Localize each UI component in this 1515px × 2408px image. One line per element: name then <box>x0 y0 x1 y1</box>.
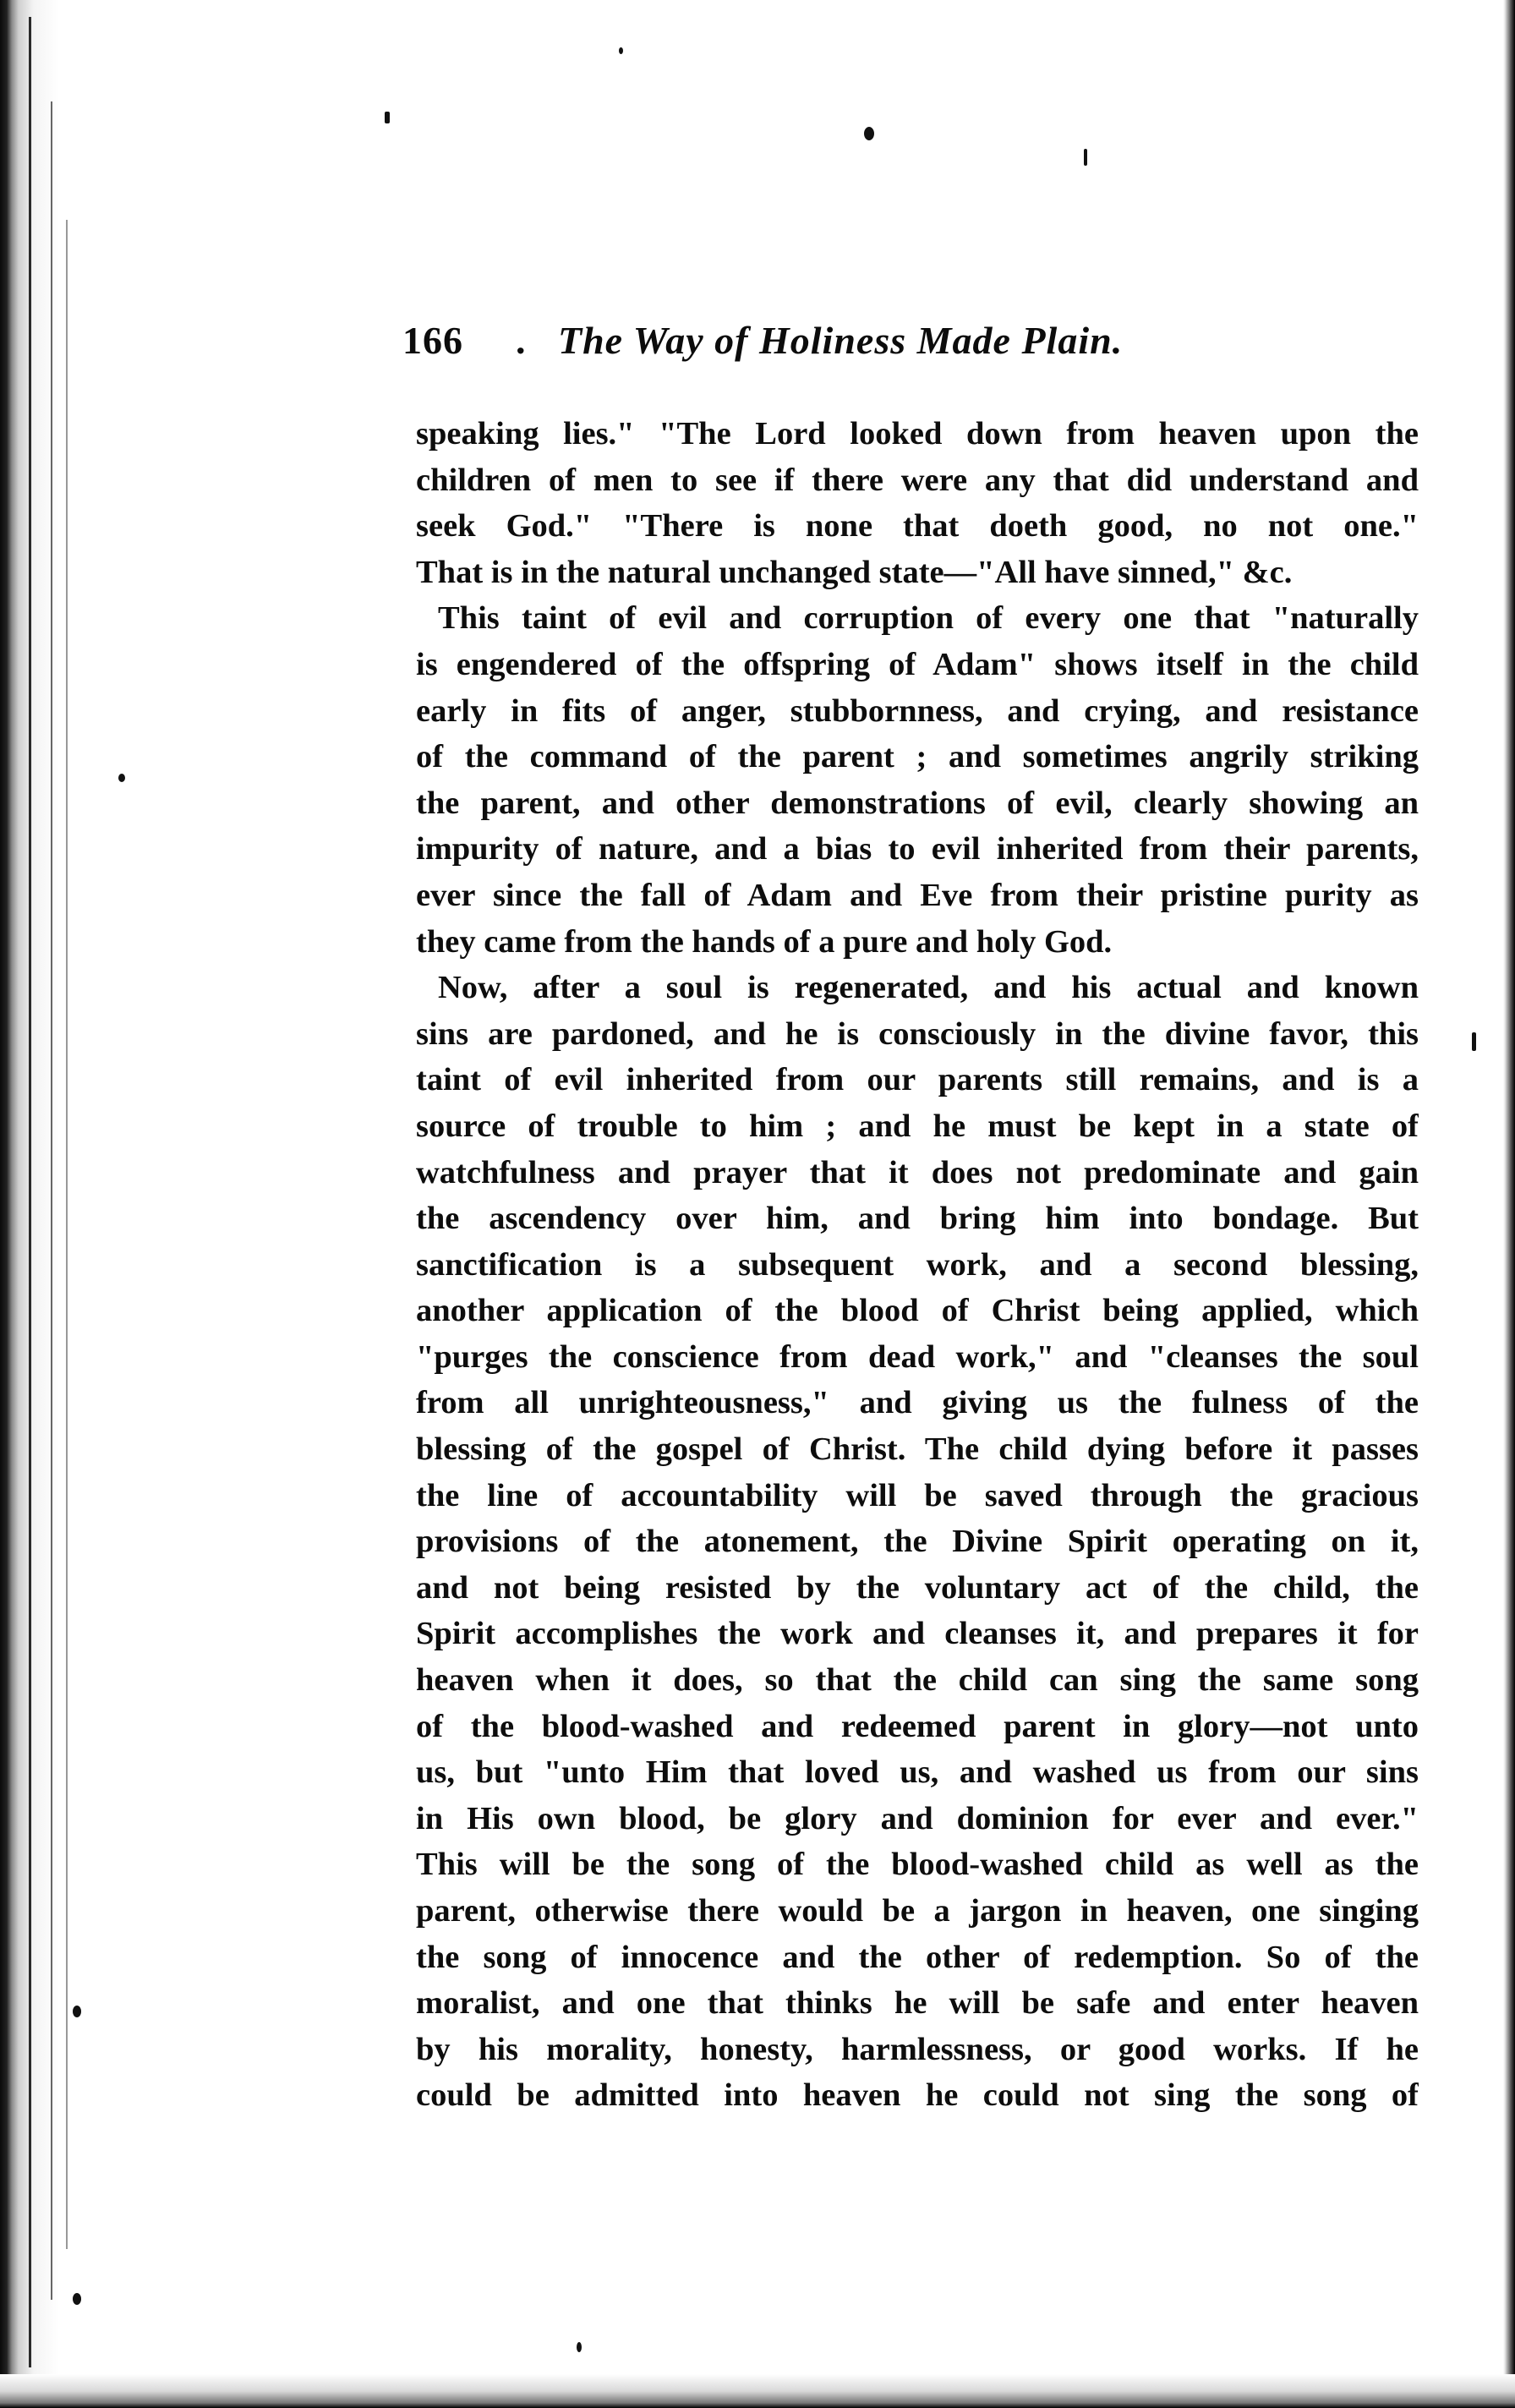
scan-speck <box>73 2006 81 2017</box>
text-line: the ascendency over him, and bring him into bondage. But <box>416 1201 1419 1237</box>
scan-speck <box>619 47 623 54</box>
text-line: seek God." "There is none that doeth good, no not one." <box>416 508 1419 545</box>
text-line: children of men to see if there were any that did understand and <box>416 462 1419 498</box>
scan-speck <box>577 2342 582 2352</box>
scan-speck <box>1472 1032 1476 1051</box>
text-line: blessing of the gospel of Christ. The child dying before it passes <box>416 1431 1419 1468</box>
scan-speck <box>1084 149 1087 166</box>
text-line: speaking lies." "The Lord looked down from heaven upon the <box>416 416 1419 452</box>
scan-speck <box>864 127 874 140</box>
text-line: This will be the song of the blood-washed child as well as the <box>416 1847 1419 1883</box>
text-line: sanctification is a subsequent work, and a second blessing, <box>416 1246 1419 1283</box>
binding-gutter <box>0 0 93 2408</box>
text-line: provisions of the atonement, the Divine Spirit operating on it, <box>416 1524 1419 1560</box>
scan-speck <box>385 112 390 123</box>
text-line: sins are pardoned, and he is consciously in the divine favor, this <box>416 1015 1419 1052</box>
text-line: of the blood-washed and redeemed parent in glory—not unto <box>416 1708 1419 1744</box>
text-line: heaven when it does, so that the child can sing the same song <box>416 1662 1419 1699</box>
running-header <box>402 318 1290 382</box>
text-line: us, but "unto Him that loved us, and washed us from our sins <box>416 1754 1419 1791</box>
page-number: 166 <box>402 319 463 362</box>
text-line: This taint of evil and corruption of every one that "naturally <box>438 600 1419 637</box>
text-line: moralist, and one that thinks he will be safe and enter heaven <box>416 1985 1419 2022</box>
text-line: the song of innocence and the other of redemption. So of the <box>416 1939 1419 1975</box>
gutter-edge-line <box>29 17 31 2367</box>
scan-bottom-edge <box>0 2374 1515 2408</box>
text-line: watchfulness and prayer that it does not predominate and gain <box>416 1154 1419 1190</box>
text-line: "purges the conscience from dead work," and "cleanses the soul <box>416 1338 1419 1375</box>
text-line: the line of accountability will be saved through the gracious <box>416 1477 1419 1513</box>
text-line: could be admitted into heaven he could not sing the song of <box>416 2077 1419 2114</box>
text-line: another application of the blood of Christ being applied, which <box>416 1293 1419 1329</box>
body-text <box>416 411 1419 2119</box>
text-line: in His own blood, be glory and dominion for ever and ever." <box>416 1800 1419 1836</box>
text-line: early in fits of anger, stubbornness, and crying, and resistance <box>416 692 1419 729</box>
text-line: and not being resisted by the voluntary act of the child, the <box>416 1569 1419 1606</box>
scan-speck <box>73 2293 81 2305</box>
text-line: Spirit accomplishes the work and cleanses it, and prepares it for <box>416 1616 1419 1652</box>
text-line: taint of evil inherited from our parents still remains, and is a <box>416 1062 1419 1098</box>
text-line: ever since the fall of Adam and Eve from their pristine purity as <box>416 877 1419 913</box>
text-line: That is in the natural unchanged state—"All have sinned," &c. <box>416 554 1293 590</box>
running-title: The Way of Holiness Made Plain. <box>558 319 1124 362</box>
text-line: the parent, and other demonstrations of evil, clearly showing an <box>416 785 1419 821</box>
text-line: source of trouble to him ; and he must be kept in a state of <box>416 1108 1419 1144</box>
text-line: is engendered of the offspring of Adam" shows itself in the child <box>416 646 1419 682</box>
text-line: parent, otherwise there would be a jargon in heaven, one singing <box>416 1893 1419 1929</box>
scan-speck <box>118 774 125 782</box>
gutter-edge-line <box>51 101 52 2300</box>
text-line: they came from the hands of a pure and holy God. <box>416 923 1113 960</box>
text-line: from all unrighteousness," and giving us the fulness of the <box>416 1385 1419 1421</box>
gutter-edge-line <box>66 220 68 2249</box>
text-line: impurity of nature, and a bias to evil inherited from their parents, <box>416 831 1419 867</box>
header-separator: . <box>516 319 526 362</box>
text-line: of the command of the parent ; and sometimes angrily striking <box>416 739 1419 775</box>
text-line: Now, after a soul is regenerated, and his actual and known <box>438 970 1419 1006</box>
scan-right-edge <box>1503 0 1515 2408</box>
text-line: by his morality, honesty, harmlessness, or good works. If he <box>416 2031 1419 2067</box>
